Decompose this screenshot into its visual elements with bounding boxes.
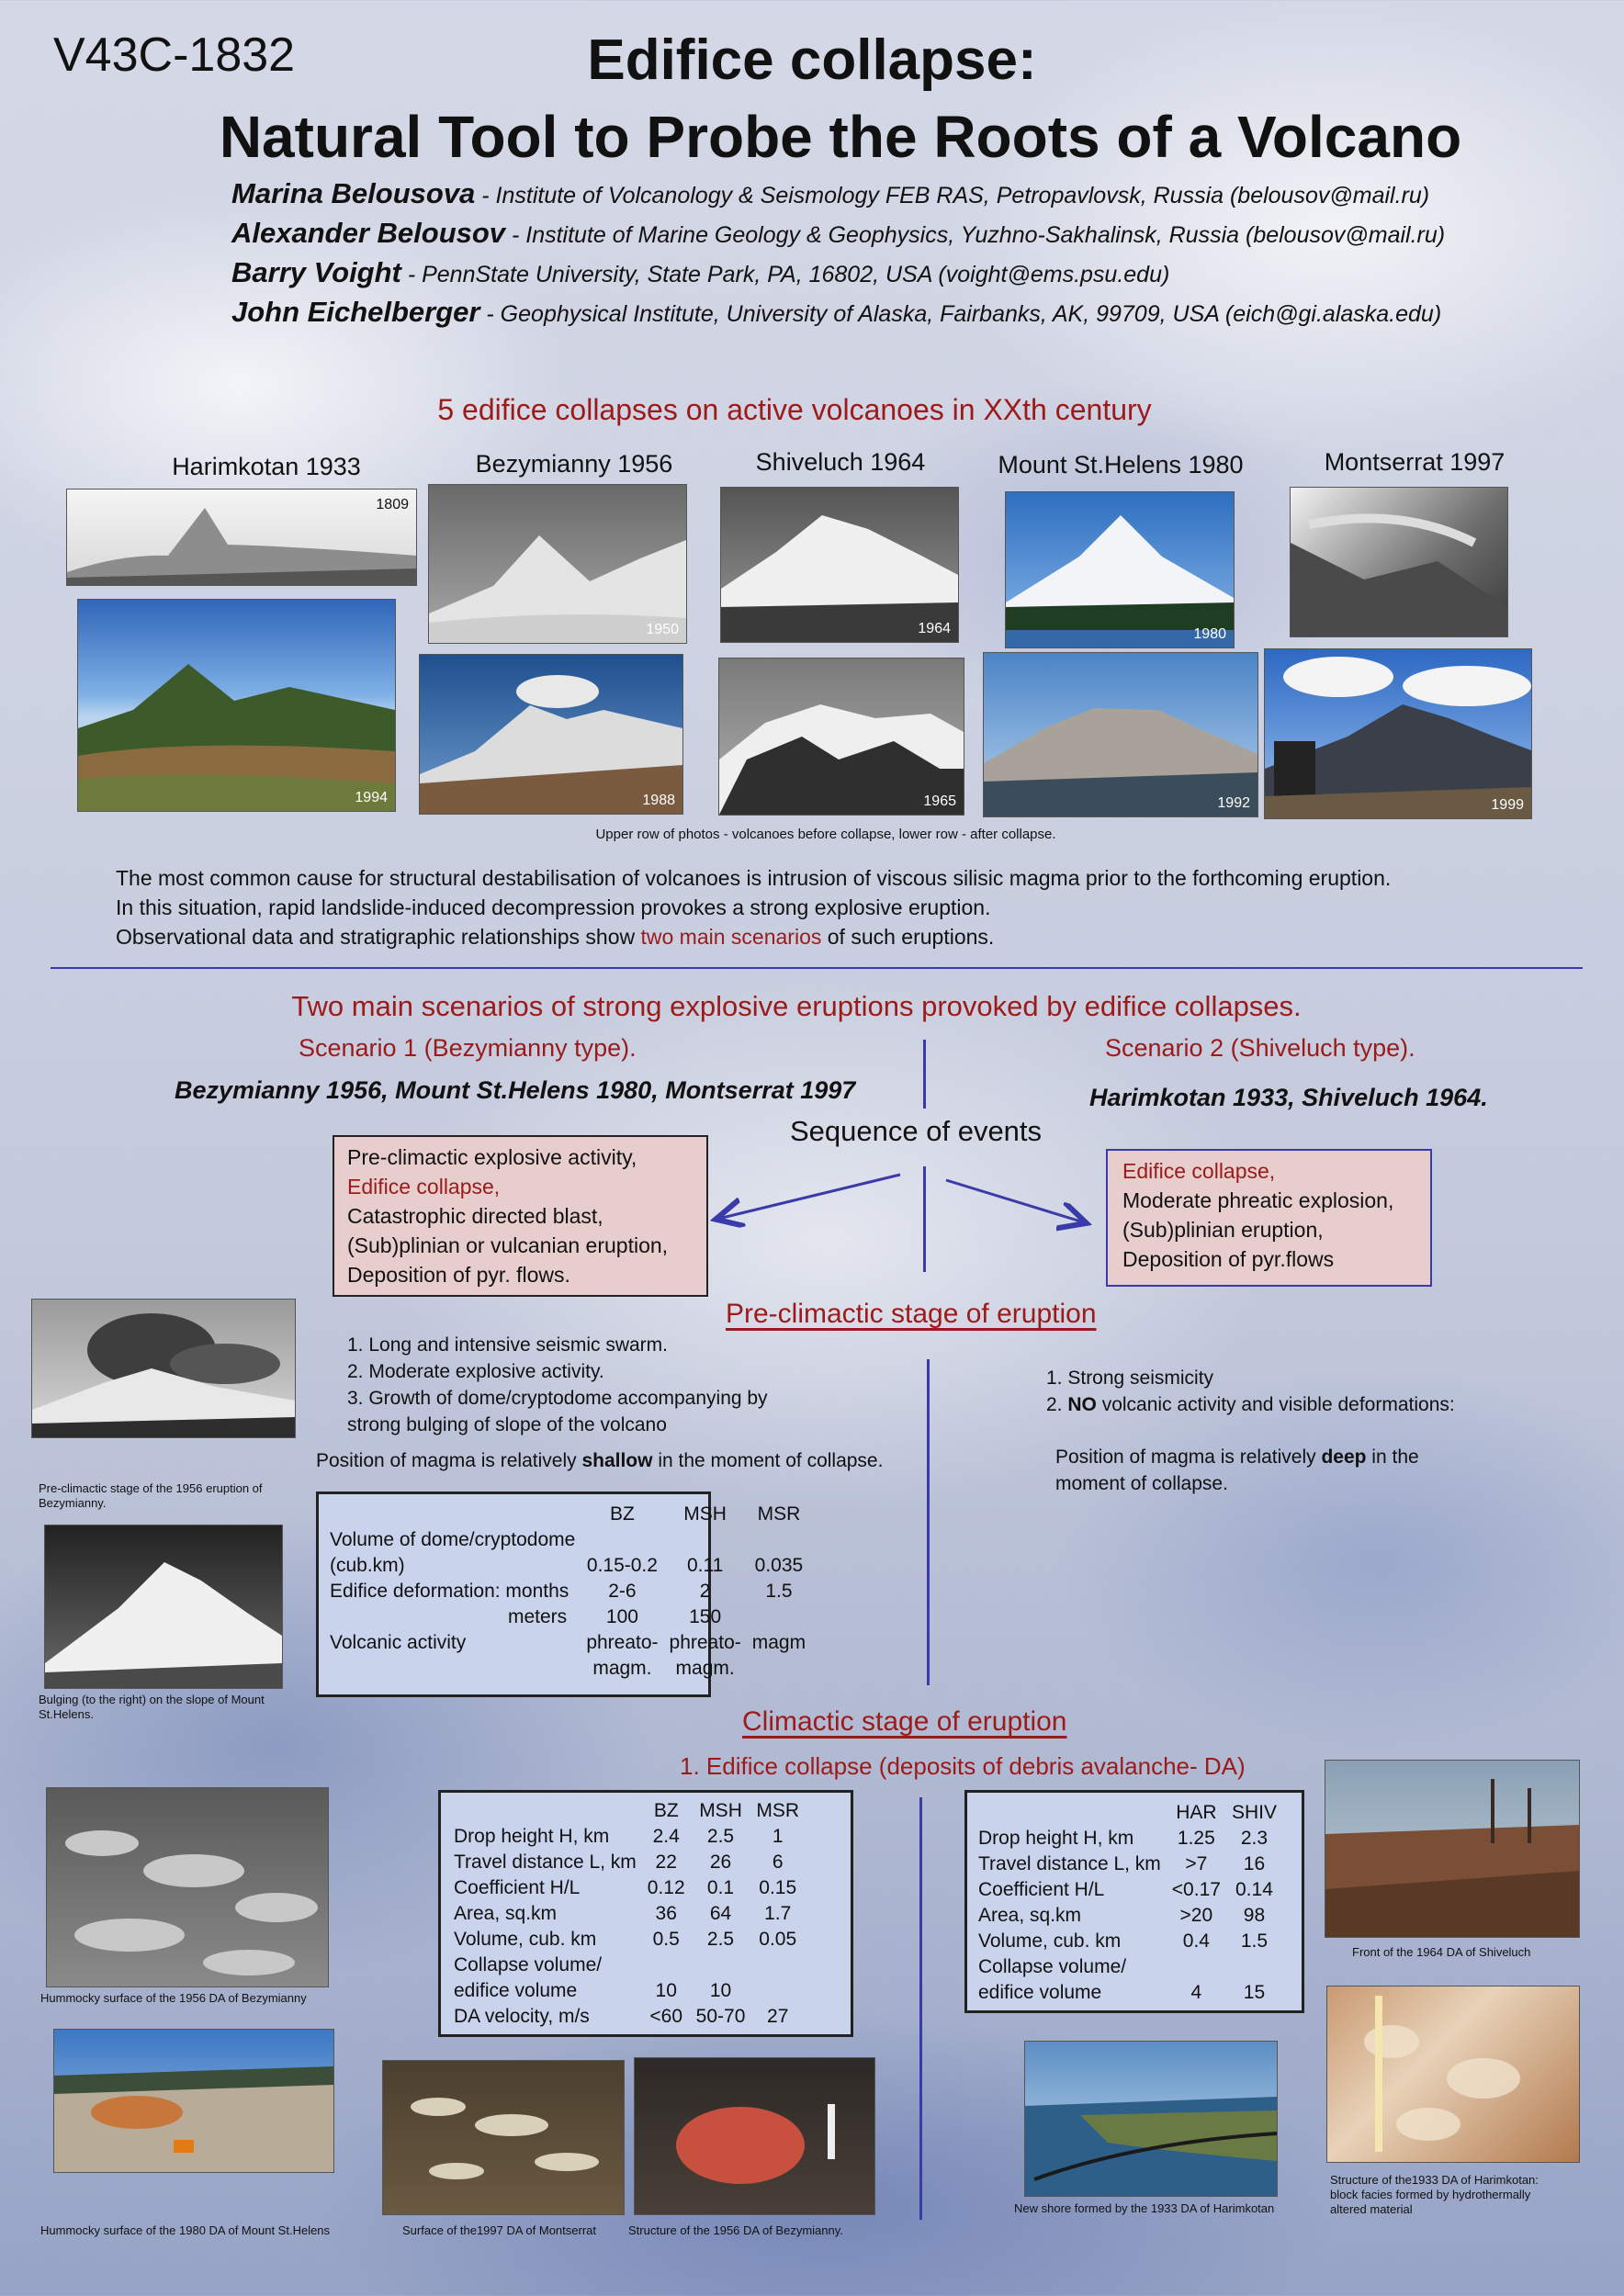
sequence-step: (Sub)plinian eruption, [1122,1218,1324,1242]
table-header-row [973,1800,1282,1826]
table-row [973,1903,1282,1929]
text: Position of magma is relatively [1055,1446,1322,1468]
table-cell: 16 [1243,1853,1266,1874]
table-cell: phreato- [586,1632,659,1653]
center-divider-climactic [919,1797,922,2220]
table-row [448,2004,805,2030]
table-row [324,1656,811,1682]
table-cell: 0.14 [1235,1879,1273,1900]
table-row [324,1630,811,1656]
table-cell: 4 [1190,1982,1202,2003]
table-cell: 2.3 [1240,1828,1269,1849]
table-cell: 10 [709,1980,732,2001]
table-cell: 1.25 [1177,1828,1215,1849]
emphasis: deep [1321,1446,1367,1468]
table-header-row [324,1502,811,1527]
table-cell: 2.5 [706,1929,735,1950]
section2-title: Two main scenarios of strong explosive eruptions provoked by edifice collapses. [291,990,1302,1022]
table-cell: edifice volume [454,1980,578,2001]
photo-sthelens-after [983,652,1258,817]
photo-caption: Front of the 1964 DA of Shiveluch [1352,1945,1531,1959]
table-cell: DA velocity, m/s [454,2006,590,2027]
preclimactic-table [316,1491,806,1697]
table-cell [747,1656,811,1682]
table-cell: >7 [1185,1853,1208,1874]
table-cell: Area, sq.km [454,1903,558,1924]
volcano-name: Bezymianny 1956 [475,450,673,478]
table-row [324,1604,811,1630]
center-divider-top [923,1040,926,1109]
table-header-cell: HAR [1176,1802,1217,1823]
table-cell: Edifice deformation: months [330,1581,570,1602]
photo-shiveluch-front [1325,1760,1580,1938]
text: Position of magma is relatively [316,1450,582,1471]
table-cell: 15 [1243,1982,1266,2003]
sequence-step: Deposition of pyr. flows. [347,1263,570,1287]
sequence-step: (Sub)plinian or vulcanian eruption, [347,1233,669,1257]
table-cell: meters [508,1606,568,1627]
list-item: 1. Long and intensive seismic swarm. [347,1334,668,1356]
list-item [1046,1391,1455,1418]
table-cell: (cub.km) [330,1555,405,1576]
data-table [973,1800,1282,2006]
table-cell: 50-70 [695,2006,746,2027]
photo-harimkotan-after [77,599,396,812]
table-row [324,1527,811,1553]
sequence-step: Pre-climactic explosive activity, [347,1145,637,1169]
emphasis: shallow [581,1450,653,1471]
table-header-cell [448,1798,642,1824]
table-cell: 64 [709,1903,732,1924]
table-row [324,1579,811,1604]
photo-hummocky-sthelens [53,2029,334,2173]
intro-paragraph [116,863,1549,951]
table-header-cell: MSH [683,1503,727,1525]
table-row [324,1553,811,1579]
table-row [448,1850,805,1875]
volcano-name: Mount St.Helens 1980 [998,451,1244,478]
intro-text: Observational data and stratigraphic relationships show [116,925,641,949]
scenario2-magma-position [1055,1444,1419,1497]
scenario2-preclimactic-list [1046,1365,1455,1418]
table-cell: magm. [592,1658,652,1679]
table-cell: 150 [689,1606,722,1627]
photo-bezymianny-da-structure [634,2057,875,2215]
table-row [973,1980,1282,2006]
photo-year: 1950 [646,622,679,637]
photo-caption: Surface of the1997 DA of Montserrat [402,2223,597,2237]
table-cell: 0.11 [686,1555,724,1576]
table-cell: 98 [1243,1905,1266,1926]
table-header-cell: MSH [699,1800,742,1821]
table-cell: 10 [655,1980,677,2001]
intro-highlight: two main scenarios [640,925,822,949]
author-3 [231,256,1169,289]
table-cell: Coefficient H/L [454,1877,581,1898]
author-name: Marina Belousova [231,177,476,209]
text: moment of collapse. [1055,1473,1228,1494]
table-cell: 1.5 [1240,1930,1269,1952]
sequence-step: Moderate phreatic explosion, [1122,1188,1394,1212]
table-cell [664,1527,747,1553]
photo-bezymianny-after [419,654,683,815]
table-cell [642,1953,691,1978]
scenario1-title: Scenario 1 (Bezymianny type). [299,1034,637,1062]
table-header-cell [973,1800,1167,1826]
author-affiliation: - Geophysical Institute, University of Alaska, Fairbanks, AK, 99709, USA (eich@gi.alaska.edu) [479,301,1442,327]
preclimactic-title: Pre-climactic stage of eruption [726,1299,1097,1329]
climactic-title: Climactic stage of eruption [742,1706,1067,1737]
table-cell: 0.4 [1182,1930,1210,1952]
table-cell: Area, sq.km [978,1905,1082,1926]
table-cell: <0.17 [1171,1879,1221,1900]
table-row [448,1978,805,2004]
table-cell [747,1604,811,1630]
photo-bezymianny-before [428,484,687,644]
text: in the moment of collapse. [652,1450,884,1471]
table-cell [1167,1954,1226,1980]
photo-caption: Structure of the 1956 DA of Bezymianny. [628,2223,843,2237]
volcano-name: Shiveluch 1964 [755,448,926,476]
center-divider-preclimactic [927,1359,930,1685]
table-cell [324,1656,581,1682]
table-cell: 2-6 [608,1581,637,1602]
author-name: John Eichelberger [231,296,480,328]
photo-year: 1988 [642,793,675,808]
photo-sthelens-bulging [44,1525,283,1689]
table-cell: edifice volume [978,1982,1102,2003]
table-row [448,1824,805,1850]
volcano-name: Montserrat 1997 [1324,448,1506,476]
table-cell: 0.1 [706,1877,735,1898]
author-affiliation: - PennState University, State Park, PA, 16802, USA (voight@ems.psu.edu) [400,262,1170,287]
table-cell: Volume, cub. km [454,1929,597,1950]
table-cell: 2.4 [652,1826,680,1847]
table-cell: 22 [655,1851,677,1873]
photo-caption: Hummocky surface of the 1956 DA of Bezymianny [40,1991,307,2005]
table-cell: 1.7 [764,1903,792,1924]
photo-harimkotan-before [66,489,417,586]
table-cell: phreato- [669,1632,741,1653]
table-cell [750,1978,805,2004]
sequence-step: Edifice collapse, [347,1175,501,1199]
scenario1-sequence-box [333,1135,708,1297]
table-cell: Volcanic activity [330,1632,467,1653]
photo-year: 1964 [918,621,951,636]
poster-title-line2: Natural Tool to Probe the Roots of a Volcano [219,104,1462,170]
photo-year: 1980 [1193,626,1226,642]
table-row [448,1927,805,1953]
photo-year: 1992 [1217,795,1250,811]
scenario2-title: Scenario 2 (Shiveluch type). [1105,1034,1415,1062]
author-1 [231,177,1429,210]
author-2 [231,217,1445,250]
table-cell [747,1527,811,1553]
sequence-step: Deposition of pyr.flows [1122,1247,1335,1271]
table-header-cell: MSR [757,1503,801,1525]
photo-row-caption: Upper row of photos - volcanoes before collapse, lower row - after collapse. [595,827,1056,842]
intro-line: The most common cause for structural destabilisation of volcanoes is intrusion of viscous silisic magma prior to the forthcoming eruption. [116,866,1392,890]
text: volcanic activity and visible deformations: [1096,1394,1455,1415]
climactic-table-scenario1 [438,1790,853,2037]
table-row [973,1851,1282,1877]
table-header-cell [324,1502,581,1527]
table-cell: 0.05 [759,1929,797,1950]
table-cell: 27 [767,2006,789,2027]
photo-montserrat-after [1264,648,1532,819]
sequence-label: Sequence of events [790,1115,1043,1147]
table-header-cell: BZ [653,1800,679,1821]
table-header-cell: BZ [610,1503,635,1525]
photo-caption: Structure of the1933 DA of Harimkotan: block facies formed by hydrothermally altered material [1330,2173,1539,2216]
table-row [973,1929,1282,1954]
photo-year: 1809 [376,497,409,512]
table-cell: 100 [605,1606,638,1627]
table-cell: 0.035 [754,1555,804,1576]
section-divider [51,967,1583,969]
table-cell [1226,1954,1282,1980]
intro-text: of such eruptions. [821,925,995,949]
table-cell [691,1953,751,1978]
text: 2. [1046,1394,1068,1415]
table-cell: 1 [772,1826,784,1847]
list-item: 2. Moderate explosive activity. [347,1361,604,1382]
table-row [973,1877,1282,1903]
table-cell: 0.15-0.2 [586,1555,658,1576]
photo-caption: Bulging (to the right) on the slope of Mount St.Helens. [39,1693,265,1721]
poster-code: V43C-1832 [53,28,296,82]
scenario1-preclimactic-list [347,1332,768,1438]
section1-title: 5 edifice collapses on active volcanoes in XXth century [437,393,1152,426]
photo-harimkotan-da-structure [1326,1986,1580,2163]
photo-harimkotan-shore [1024,2041,1278,2197]
photo-year: 1965 [923,793,956,809]
photo-caption: Pre-climactic stage of the 1956 eruption of Bezymianny. [39,1481,263,1510]
climactic-subtitle: 1. Edifice collapse (deposits of debris avalanche- DA) [680,1752,1246,1780]
table-cell: 26 [709,1851,732,1873]
sequence-step: Catastrophic directed blast, [347,1204,603,1228]
scenario2-sequence-box [1106,1149,1432,1287]
table-cell: Volume of dome/cryptodome [330,1529,576,1550]
table-cell: 1.5 [765,1581,793,1602]
photo-shiveluch-after [718,658,964,816]
table-cell: 6 [772,1851,784,1873]
author-affiliation: - Institute of Volcanology & Seismology FEB RAS, Petropavlovsk, Russia (belousov@mail.ru) [475,183,1430,208]
list-item: 3. Growth of dome/cryptodome accompanying by [347,1388,768,1409]
author-affiliation: - Institute of Marine Geology & Geophysics, Yuzhno-Sakhalinsk, Russia (belousov@mail.ru) [505,222,1446,248]
photo-year: 1999 [1491,797,1524,813]
table-cell: Drop height H, km [454,1826,610,1847]
table-row [448,1901,805,1927]
text: in the [1366,1446,1419,1468]
photo-montserrat-before [1290,487,1508,637]
table-cell: Collapse volume/ [978,1956,1127,1977]
table-cell: Drop height H, km [978,1828,1134,1849]
author-4 [231,296,1441,329]
photo-montserrat-da [382,2060,625,2215]
intro-line [116,922,1549,951]
table-cell: Travel distance L, km [454,1851,637,1873]
table-cell: magm. [675,1658,735,1679]
table-cell: 2.5 [706,1826,735,1847]
table-cell: >20 [1179,1905,1213,1926]
table-cell: 0.15 [759,1877,797,1898]
photo-sthelens-before [1005,491,1235,648]
table-cell: 36 [655,1903,677,1924]
sequence-arrows-icon [707,1162,1102,1235]
table-cell: magm [751,1632,806,1653]
data-table [324,1502,811,1682]
sequence-step: Edifice collapse, [1122,1159,1276,1183]
volcano-name: Harimkotan 1933 [172,453,361,480]
photo-shiveluch-before [720,487,959,643]
scenario2-examples: Harimkotan 1933, Shiveluch 1964. [1089,1084,1488,1111]
table-cell: Coefficient H/L [978,1879,1105,1900]
photo-caption: New shore formed by the 1933 DA of Harimkotan [1014,2201,1275,2215]
table-row [973,1826,1282,1851]
scenario1-examples: Bezymianny 1956, Mount St.Helens 1980, Montserrat 1997 [175,1076,856,1104]
photo-hummocky-bezymianny [46,1787,329,1987]
table-cell: 0.12 [647,1877,685,1898]
author-name: Alexander Belousov [231,217,506,249]
table-cell: 2 [699,1581,711,1602]
list-item: 1. Strong seismicity [1046,1367,1214,1389]
table-header-row [448,1798,805,1824]
scenario1-magma-position [316,1450,883,1472]
table-cell [581,1527,663,1553]
data-table [448,1798,805,2030]
table-cell: 0.5 [652,1929,680,1950]
intro-line: In this situation, rapid landslide-induced decompression provokes a strong explosive eruption. [116,895,991,919]
table-row [973,1954,1282,1980]
table-cell: Volume, cub. km [978,1930,1122,1952]
table-header-cell: MSR [756,1800,800,1821]
table-row [448,1953,805,1978]
table-header-cell: SHIV [1231,1802,1277,1823]
climactic-table-scenario2 [964,1790,1304,2013]
photo-year: 1994 [355,790,388,805]
table-cell: Collapse volume/ [454,1954,603,1975]
table-cell: <60 [649,2006,683,2027]
emphasis: NO [1067,1394,1097,1415]
list-item: strong bulging of slope of the volcano [347,1414,667,1435]
table-cell: Travel distance L, km [978,1853,1161,1874]
author-name: Barry Voight [231,256,401,288]
photo-caption: Hummocky surface of the 1980 DA of Mount St.Helens [40,2223,331,2237]
table-cell [750,1953,805,1978]
photo-bezymianny-preclimactic [31,1299,296,1438]
poster-title-line1: Edifice collapse: [587,28,1037,92]
table-row [448,1875,805,1901]
